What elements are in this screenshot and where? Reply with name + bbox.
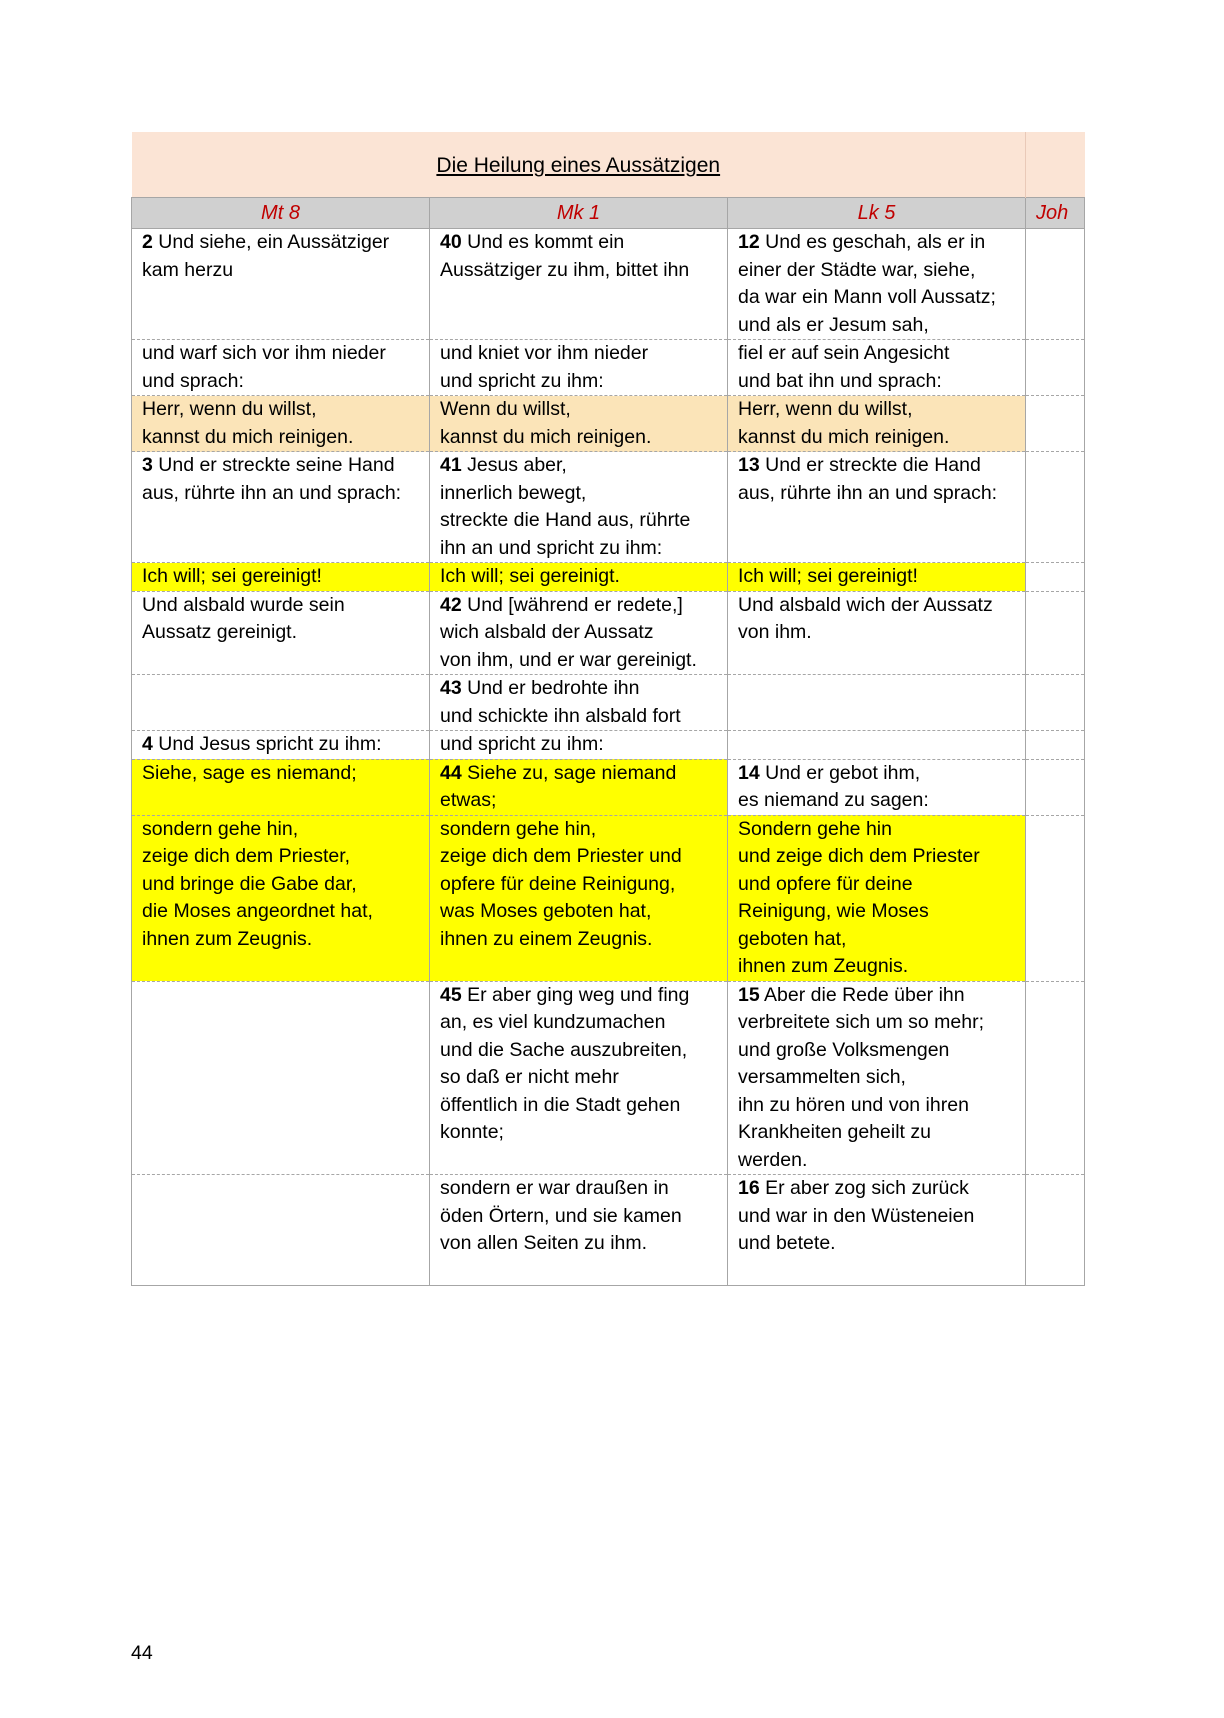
text-line bbox=[738, 1119, 1015, 1147]
text-line bbox=[738, 480, 1015, 508]
text-line bbox=[440, 675, 717, 703]
cell-lk bbox=[728, 396, 1026, 452]
cell-mt bbox=[132, 815, 430, 981]
line-text: ihnen zum Zeugnis. bbox=[142, 927, 313, 950]
table-row bbox=[132, 563, 1085, 592]
line-text: zeige dich dem Priester, bbox=[142, 845, 351, 867]
line-text: und schickte ihn alsbald fort bbox=[440, 704, 681, 727]
text-line bbox=[738, 982, 1015, 1010]
text-line bbox=[440, 592, 717, 620]
verse-number: 4 bbox=[142, 733, 153, 755]
line-text: und war in den Wüsteneien bbox=[738, 1204, 975, 1227]
cell-lk bbox=[728, 675, 1026, 731]
text-line bbox=[738, 229, 1015, 257]
line-text: Und es geschah, als er in bbox=[759, 231, 986, 253]
text-line bbox=[142, 731, 419, 759]
cell-mt bbox=[132, 759, 430, 815]
line-text: Ich will; sei gereinigt! bbox=[142, 565, 322, 587]
text-line bbox=[440, 1175, 717, 1203]
line-text: und sprach: bbox=[142, 369, 244, 392]
text-line bbox=[142, 843, 419, 871]
cell-mk bbox=[430, 340, 728, 396]
header-mk: Mk 1 bbox=[430, 198, 728, 229]
line-text: kannst du mich reinigen. bbox=[440, 425, 652, 448]
line-text: Jesus aber, bbox=[461, 454, 567, 476]
line-text: Aussätziger zu ihm, bittet ihn bbox=[440, 258, 690, 281]
line-text: und bat ihn und sprach: bbox=[738, 369, 942, 392]
line-text: ihnen zu einem Zeugnis. bbox=[440, 927, 653, 950]
synopsis-table bbox=[131, 132, 1085, 1286]
line-text: und spricht zu ihm: bbox=[440, 733, 604, 755]
line-text: von ihm. bbox=[738, 621, 812, 643]
line-text: von allen Seiten zu ihm. bbox=[440, 1232, 648, 1254]
verse-number: 15 bbox=[738, 983, 760, 1006]
text-line bbox=[440, 229, 717, 257]
header-joh: Joh bbox=[1026, 198, 1085, 229]
text-line bbox=[440, 452, 717, 480]
text-line bbox=[738, 1230, 1015, 1258]
verse-number: 12 bbox=[738, 231, 760, 253]
line-text: kannst du mich reinigen. bbox=[142, 425, 354, 448]
text-line bbox=[440, 871, 717, 899]
text-line bbox=[440, 619, 717, 647]
line-text: Und es kommt ein bbox=[461, 231, 625, 253]
cell-lk bbox=[728, 452, 1026, 563]
verse-number: 42 bbox=[440, 593, 462, 616]
cell-joh bbox=[1026, 675, 1085, 731]
text-line bbox=[440, 647, 717, 675]
line-text: Und [während er redete,] bbox=[461, 593, 683, 616]
text-line bbox=[142, 424, 419, 452]
line-text: und spricht zu ihm: bbox=[440, 369, 604, 392]
text-line bbox=[440, 480, 717, 508]
text-line bbox=[440, 340, 717, 368]
line-text: Und er bedrohte ihn bbox=[461, 677, 640, 699]
text-line bbox=[142, 898, 419, 926]
line-text: sondern gehe hin, bbox=[440, 817, 597, 840]
verse-number: 41 bbox=[440, 454, 462, 476]
text-line bbox=[142, 926, 419, 954]
text-line bbox=[738, 396, 1015, 424]
cell-lk bbox=[728, 591, 1026, 675]
line-text: ihn an und spricht zu ihm: bbox=[440, 536, 663, 559]
text-line bbox=[142, 592, 419, 620]
text-line bbox=[738, 619, 1015, 647]
line-text: Aussatz gereinigt. bbox=[142, 621, 298, 643]
line-text: Und er streckte die Hand bbox=[759, 454, 981, 476]
text-line bbox=[440, 535, 717, 563]
text-line bbox=[738, 1203, 1015, 1231]
line-text: was Moses geboten hat, bbox=[440, 900, 652, 922]
cell-joh bbox=[1026, 452, 1085, 563]
text-line bbox=[738, 592, 1015, 620]
line-text: kam herzu bbox=[142, 258, 234, 281]
page-number: 44 bbox=[131, 1642, 153, 1664]
cell-joh bbox=[1026, 815, 1085, 981]
table-row bbox=[132, 759, 1085, 815]
cell-joh bbox=[1026, 731, 1085, 760]
cell-mk bbox=[430, 731, 728, 760]
line-text: Siehe zu, sage niemand bbox=[461, 761, 677, 784]
line-text: streckte die Hand aus, rührte bbox=[440, 509, 691, 531]
page-title: Die Heilung eines Aussätzigen bbox=[436, 154, 721, 178]
table-row bbox=[132, 981, 1085, 1175]
cell-joh bbox=[1026, 1175, 1085, 1286]
line-text: Ich will; sei gereinigt! bbox=[738, 565, 918, 587]
line-text: aus, rührte ihn an und sprach: bbox=[142, 481, 402, 504]
text-line bbox=[738, 1037, 1015, 1065]
line-text: Herr, wenn du willst, bbox=[738, 398, 913, 420]
table-row bbox=[132, 396, 1085, 452]
cell-mk bbox=[430, 1175, 728, 1286]
cell-mt bbox=[132, 563, 430, 592]
line-text: an, es viel kundzumachen bbox=[440, 1011, 666, 1033]
line-text: Sondern gehe hin bbox=[738, 817, 892, 840]
table-row bbox=[132, 1175, 1085, 1286]
line-text: öden Örtern, und sie kamen bbox=[440, 1204, 682, 1227]
text-line bbox=[738, 312, 1015, 340]
verse-number: 13 bbox=[738, 454, 760, 476]
text-line bbox=[738, 1147, 1015, 1175]
title-joh-cell bbox=[1026, 132, 1085, 198]
cell-mt bbox=[132, 452, 430, 563]
cell-mk bbox=[430, 591, 728, 675]
line-text: zeige dich dem Priester und bbox=[440, 845, 682, 867]
line-text: Und er streckte seine Hand bbox=[152, 454, 395, 476]
line-text: Und alsbald wurde sein bbox=[142, 593, 345, 616]
cell-mt bbox=[132, 981, 430, 1175]
line-text: Und alsbald wich der Aussatz bbox=[738, 593, 993, 616]
cell-mk bbox=[430, 759, 728, 815]
table-row bbox=[132, 452, 1085, 563]
line-text: Er aber ging weg und fing bbox=[461, 983, 690, 1006]
text-line bbox=[738, 284, 1015, 312]
header-mt: Mt 8 bbox=[132, 198, 430, 229]
text-line bbox=[440, 507, 717, 535]
verse-number: 44 bbox=[440, 761, 462, 784]
text-line bbox=[440, 1009, 717, 1037]
text-line bbox=[738, 926, 1015, 954]
text-line bbox=[738, 816, 1015, 844]
line-text: und als er Jesum sah, bbox=[738, 313, 929, 336]
text-line bbox=[142, 368, 419, 396]
line-text: kannst du mich reinigen. bbox=[738, 425, 950, 448]
cell-lk bbox=[728, 815, 1026, 981]
verse-number: 14 bbox=[738, 761, 760, 784]
cell-joh bbox=[1026, 396, 1085, 452]
text-line bbox=[440, 257, 717, 285]
header-lk: Lk 5 bbox=[728, 198, 1026, 229]
text-line bbox=[440, 703, 717, 731]
cell-mk bbox=[430, 815, 728, 981]
cell-mk bbox=[430, 563, 728, 592]
cell-lk bbox=[728, 731, 1026, 760]
text-line bbox=[738, 1009, 1015, 1037]
cell-mk bbox=[430, 675, 728, 731]
text-line bbox=[440, 368, 717, 396]
text-line bbox=[738, 368, 1015, 396]
cell-mt bbox=[132, 591, 430, 675]
cell-joh bbox=[1026, 340, 1085, 396]
table-row bbox=[132, 229, 1085, 340]
verse-number: 45 bbox=[440, 983, 462, 1006]
text-line bbox=[142, 871, 419, 899]
text-line bbox=[142, 340, 419, 368]
text-line bbox=[440, 563, 717, 591]
line-text: einer der Städte war, siehe, bbox=[738, 258, 976, 281]
text-line bbox=[142, 480, 419, 508]
cell-mt bbox=[132, 675, 430, 731]
verse-number: 2 bbox=[142, 231, 153, 253]
line-text: wich alsbald der Aussatz bbox=[440, 621, 654, 643]
line-text: da war ein Mann voll Aussatz; bbox=[738, 286, 996, 308]
text-line bbox=[440, 1203, 717, 1231]
verse-number: 43 bbox=[440, 677, 462, 699]
line-text: von ihm, und er war gereinigt. bbox=[440, 648, 697, 671]
text-line bbox=[440, 787, 717, 815]
text-line bbox=[440, 1230, 717, 1258]
cell-mk bbox=[430, 981, 728, 1175]
line-text: sondern gehe hin, bbox=[142, 817, 299, 840]
cell-joh bbox=[1026, 981, 1085, 1175]
line-text: und die Sache auszubreiten, bbox=[440, 1038, 688, 1061]
line-text: und warf sich vor ihm nieder bbox=[142, 342, 386, 364]
table-body bbox=[132, 229, 1085, 1286]
text-line bbox=[440, 731, 717, 759]
cell-lk bbox=[728, 229, 1026, 340]
line-text: Aber die Rede über ihn bbox=[759, 983, 965, 1006]
table-row bbox=[132, 591, 1085, 675]
line-text: die Moses angeordnet hat, bbox=[142, 900, 373, 922]
line-text: Ich will; sei gereinigt. bbox=[440, 565, 620, 587]
line-text: innerlich bewegt, bbox=[440, 481, 587, 504]
line-text: fiel er auf sein Angesicht bbox=[738, 342, 950, 364]
line-text: so daß er nicht mehr bbox=[440, 1066, 619, 1088]
line-text: Krankheiten geheilt zu bbox=[738, 1121, 931, 1143]
cell-lk bbox=[728, 759, 1026, 815]
cell-mt bbox=[132, 340, 430, 396]
text-line bbox=[738, 563, 1015, 591]
cell-mk bbox=[430, 396, 728, 452]
line-text: und zeige dich dem Priester bbox=[738, 845, 980, 867]
line-text: und opfere für deine bbox=[738, 872, 913, 895]
cell-joh bbox=[1026, 563, 1085, 592]
cell-mt bbox=[132, 396, 430, 452]
line-text: werden. bbox=[738, 1148, 808, 1171]
line-text: Und Jesus spricht zu ihm: bbox=[152, 733, 382, 755]
line-text: geboten hat, bbox=[738, 927, 847, 950]
line-text: Wenn du willst, bbox=[440, 398, 571, 420]
line-text: und betete. bbox=[738, 1232, 836, 1254]
line-text: Er aber zog sich zurück bbox=[759, 1177, 969, 1199]
cell-mt bbox=[132, 229, 430, 340]
text-line bbox=[142, 619, 419, 647]
text-line bbox=[440, 1119, 717, 1147]
line-text: ihn zu hören und von ihren bbox=[738, 1093, 969, 1116]
line-text: konnte; bbox=[440, 1121, 504, 1143]
text-line bbox=[738, 843, 1015, 871]
cell-mt bbox=[132, 731, 430, 760]
cell-mk bbox=[430, 229, 728, 340]
text-line bbox=[738, 787, 1015, 815]
cell-joh bbox=[1026, 229, 1085, 340]
cell-lk bbox=[728, 340, 1026, 396]
text-line bbox=[440, 1037, 717, 1065]
text-line bbox=[142, 452, 419, 480]
text-line bbox=[142, 257, 419, 285]
text-line bbox=[440, 424, 717, 452]
title-cell bbox=[132, 132, 1026, 198]
line-text: ihnen zum Zeugnis. bbox=[738, 955, 909, 977]
text-line bbox=[738, 871, 1015, 899]
line-text: und große Volksmengen bbox=[738, 1038, 950, 1061]
text-line bbox=[142, 229, 419, 257]
line-text: öffentlich in die Stadt gehen bbox=[440, 1093, 681, 1116]
verse-number: 3 bbox=[142, 454, 153, 476]
line-text: versammelten sich, bbox=[738, 1066, 906, 1088]
text-line bbox=[142, 760, 419, 788]
verse-number: 40 bbox=[440, 231, 462, 253]
text-line bbox=[440, 1092, 717, 1120]
table-row bbox=[132, 340, 1085, 396]
text-line bbox=[142, 396, 419, 424]
line-text: Und siehe, ein Aussätziger bbox=[152, 231, 390, 253]
table-row bbox=[132, 675, 1085, 731]
line-text: Herr, wenn du willst, bbox=[142, 398, 317, 420]
line-text: opfere für deine Reinigung, bbox=[440, 872, 676, 895]
line-text: verbreitete sich um so mehr; bbox=[738, 1011, 985, 1033]
text-line bbox=[738, 1175, 1015, 1203]
text-line bbox=[440, 898, 717, 926]
line-text: Siehe, sage es niemand; bbox=[142, 761, 357, 784]
cell-mt bbox=[132, 1175, 430, 1286]
line-text: Und er gebot ihm, bbox=[759, 761, 921, 784]
text-line bbox=[142, 816, 419, 844]
table-row bbox=[132, 731, 1085, 760]
cell-joh bbox=[1026, 759, 1085, 815]
line-text: sondern er war draußen in bbox=[440, 1177, 669, 1199]
title-row bbox=[132, 132, 1085, 198]
text-line bbox=[440, 760, 717, 788]
text-line bbox=[738, 953, 1015, 981]
text-line bbox=[738, 340, 1015, 368]
line-text: Reinigung, wie Moses bbox=[738, 900, 929, 922]
line-text: aus, rührte ihn an und sprach: bbox=[738, 481, 998, 504]
text-line bbox=[738, 424, 1015, 452]
text-line bbox=[738, 898, 1015, 926]
text-line bbox=[440, 1064, 717, 1092]
line-text: es niemand zu sagen: bbox=[738, 789, 929, 811]
text-line bbox=[738, 452, 1015, 480]
text-line bbox=[440, 982, 717, 1010]
text-line bbox=[440, 926, 717, 954]
text-line bbox=[738, 1092, 1015, 1120]
cell-lk bbox=[728, 563, 1026, 592]
text-line bbox=[738, 1064, 1015, 1092]
cell-lk bbox=[728, 981, 1026, 1175]
text-line bbox=[440, 396, 717, 424]
cell-joh bbox=[1026, 591, 1085, 675]
text-line bbox=[738, 257, 1015, 285]
line-text: etwas; bbox=[440, 789, 497, 811]
text-line bbox=[440, 843, 717, 871]
table-row bbox=[132, 815, 1085, 981]
line-text: und kniet vor ihm nieder bbox=[440, 342, 649, 364]
cell-mk bbox=[430, 452, 728, 563]
cell-lk bbox=[728, 1175, 1026, 1286]
header-row bbox=[132, 198, 1085, 229]
text-line bbox=[440, 816, 717, 844]
text-line bbox=[142, 563, 419, 591]
verse-number: 16 bbox=[738, 1177, 760, 1199]
text-line bbox=[738, 760, 1015, 788]
line-text: und bringe die Gabe dar, bbox=[142, 872, 357, 895]
